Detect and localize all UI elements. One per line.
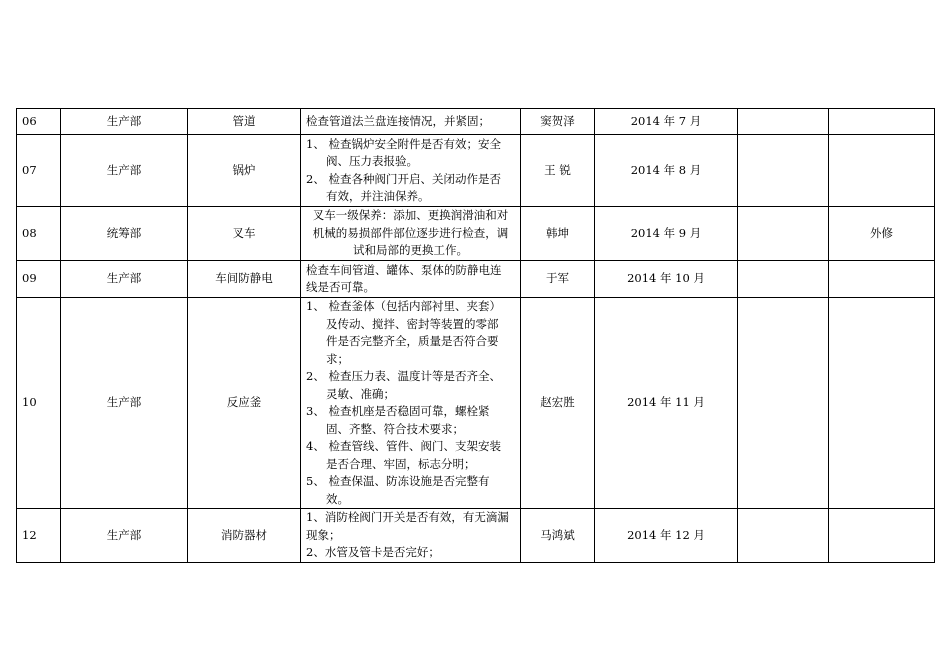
inspection-content-cell bbox=[301, 509, 521, 563]
empty-cell bbox=[738, 135, 829, 207]
content-line: 效。 bbox=[326, 491, 349, 506]
remark-cell bbox=[829, 135, 935, 207]
remark-cell bbox=[829, 509, 935, 563]
row-number-cell: 12 bbox=[17, 509, 61, 563]
content-line: 2、 检查压力表、温度计等是否齐全、 bbox=[306, 369, 501, 383]
content-line: 检查车间管道、罐体、泵体的防静电连 bbox=[306, 262, 502, 277]
row-number-cell: 08 bbox=[17, 207, 61, 261]
department-cell: 生产部 bbox=[61, 298, 188, 509]
inspection-content-cell bbox=[301, 135, 521, 207]
row-number-cell: 10 bbox=[17, 298, 61, 509]
row-number-cell: 07 bbox=[17, 135, 61, 207]
content-line: 1、 检查釜体（包括内部衬里、夹套） bbox=[306, 299, 501, 313]
table-row bbox=[17, 298, 935, 509]
empty-cell bbox=[738, 109, 829, 135]
content-line: 1、 检查锅炉安全附件是否有效；安全 bbox=[306, 136, 501, 151]
remark-cell: 外修 bbox=[829, 207, 935, 261]
empty-cell bbox=[738, 207, 829, 261]
maintenance-schedule-table bbox=[16, 108, 935, 563]
equipment-cell: 车间防静电 bbox=[188, 261, 301, 298]
schedule-date-cell: 2014 年 10 月 bbox=[595, 261, 738, 298]
inspection-content-cell bbox=[301, 261, 521, 298]
content-line: 求； bbox=[326, 351, 349, 366]
equipment-cell: 消防器材 bbox=[188, 509, 301, 563]
content-line: 阀、压力表报验。 bbox=[326, 154, 418, 168]
content-line: 5、 检查保温、防冻设施是否完整有 bbox=[306, 474, 490, 488]
inspection-content-cell bbox=[301, 207, 521, 261]
table-row bbox=[17, 135, 935, 207]
department-cell: 生产部 bbox=[61, 509, 188, 563]
content-line: 检查管道法兰盘连接情况，并紧固； bbox=[306, 113, 490, 128]
content-line: 现象； bbox=[306, 527, 341, 542]
department-cell: 统筹部 bbox=[61, 207, 188, 261]
row-number-cell: 06 bbox=[17, 109, 61, 135]
content-line: 件是否完整齐全，质量是否符合要 bbox=[326, 334, 499, 348]
content-line: 线是否可靠。 bbox=[306, 280, 375, 294]
content-line: 是否合理、牢固，标志分明； bbox=[326, 456, 476, 471]
content-line: 1、消防栓阀门开关是否有效，有无滴漏 bbox=[306, 510, 509, 525]
schedule-date-cell: 2014 年 9 月 bbox=[595, 207, 738, 261]
content-line: 及传动、搅拌、密封等装置的零部 bbox=[326, 316, 499, 331]
responsible-person-cell: 于军 bbox=[521, 261, 595, 298]
responsible-person-cell: 窦贺泽 bbox=[521, 109, 595, 135]
schedule-date-cell: 2014 年 12 月 bbox=[595, 509, 738, 563]
responsible-person-cell: 韩坤 bbox=[521, 207, 595, 261]
content-line: 有效，并注油保养。 bbox=[326, 189, 430, 203]
inspection-content-cell bbox=[301, 298, 521, 509]
row-number-cell: 09 bbox=[17, 261, 61, 298]
equipment-cell: 锅炉 bbox=[188, 135, 301, 207]
table-row bbox=[17, 261, 935, 298]
schedule-date-cell: 2014 年 8 月 bbox=[595, 135, 738, 207]
department-cell: 生产部 bbox=[61, 261, 188, 298]
table-body bbox=[17, 109, 935, 563]
responsible-person-cell: 王 锐 bbox=[521, 135, 595, 207]
responsible-person-cell: 马鸿斌 bbox=[521, 509, 595, 563]
table-row bbox=[17, 207, 935, 261]
equipment-cell: 叉车 bbox=[188, 207, 301, 261]
content-line: 叉车一级保养：添加、更换润滑油和对 bbox=[312, 208, 509, 223]
content-line: 4、 检查管线、管件、阀门、支架安装 bbox=[306, 439, 501, 453]
content-line: 3、 检查机座是否稳固可靠，螺栓紧 bbox=[306, 404, 490, 418]
empty-cell bbox=[738, 509, 829, 563]
empty-cell bbox=[738, 261, 829, 298]
content-line: 机械的易损部件部位逐步进行检查，调 bbox=[312, 225, 509, 240]
inspection-content-cell bbox=[301, 109, 521, 135]
department-cell: 生产部 bbox=[61, 109, 188, 135]
equipment-cell: 管道 bbox=[188, 109, 301, 135]
content-line: 2、水管及管卡是否完好； bbox=[306, 545, 440, 560]
equipment-cell: 反应釜 bbox=[188, 298, 301, 509]
remark-cell bbox=[829, 261, 935, 298]
content-line: 固、齐整、符合技术要求； bbox=[326, 421, 464, 436]
schedule-date-cell: 2014 年 11 月 bbox=[595, 298, 738, 509]
schedule-date-cell: 2014 年 7 月 bbox=[595, 109, 738, 135]
department-cell: 生产部 bbox=[61, 135, 188, 207]
content-line: 试和局部的更换工作。 bbox=[353, 243, 468, 258]
table-row bbox=[17, 109, 935, 135]
empty-cell bbox=[738, 298, 829, 509]
table-row bbox=[17, 509, 935, 563]
content-line: 灵敏、准确； bbox=[326, 386, 395, 401]
responsible-person-cell: 赵宏胜 bbox=[521, 298, 595, 509]
content-line: 2、 检查各种阀门开启、关闭动作是否 bbox=[306, 171, 501, 186]
remark-cell bbox=[829, 109, 935, 135]
remark-cell bbox=[829, 298, 935, 509]
